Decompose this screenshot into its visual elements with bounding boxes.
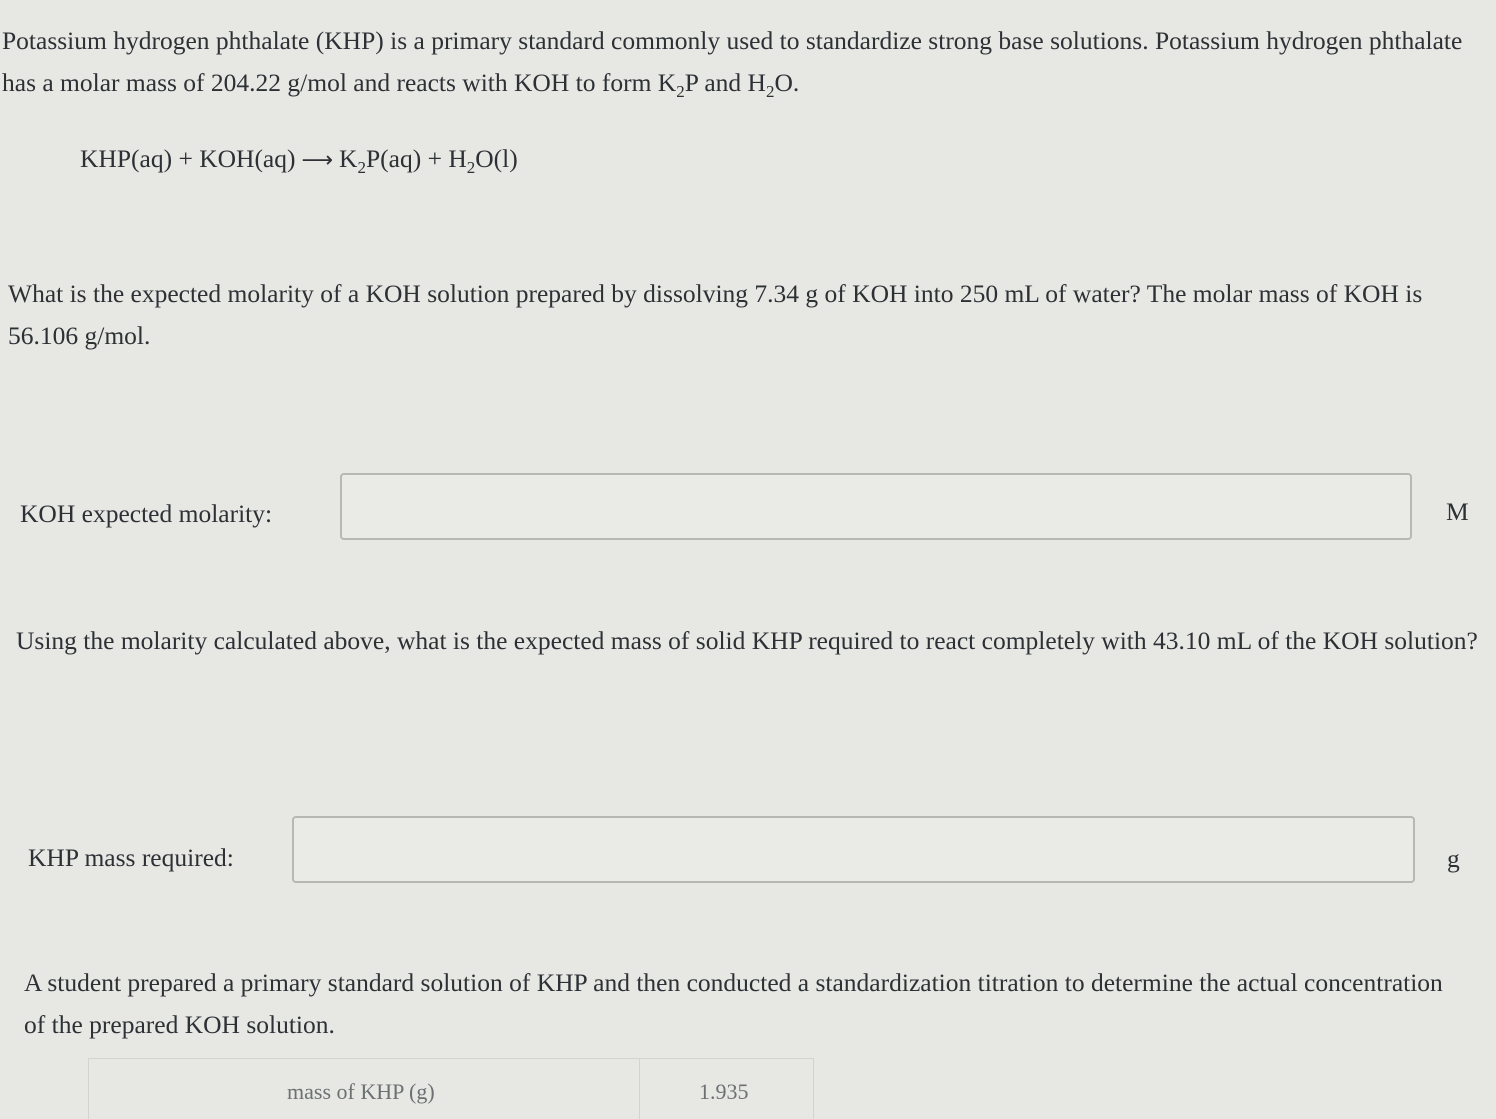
reaction-equation: KHP(aq) + KOH(aq) ⟶ $K_2P(aq) + H_2O(l)$ [80,138,518,182]
reaction-arrow-icon: ⟶ [301,148,334,173]
molarity-input[interactable] [340,473,1412,540]
question-molarity: What is the expected molarity of a KOH solution prepared by dissolving 7.34 g of KOH into 250 mL of water? The molar mass of KOH is 56.106 g/mol. [8,279,1423,350]
table-cell-label: mass of KHP (g) [287,1079,435,1104]
titration-data-table [88,1058,814,1119]
khp-mass-label: KHP mass required: [28,843,234,872]
equation-reactants: KHP(aq) + KOH(aq) [80,144,296,173]
table-column-divider [639,1059,640,1119]
table-cell-value: 1.935 [699,1079,749,1104]
khp-mass-input[interactable] [292,816,1415,883]
khp-mass-unit: g [1447,844,1460,873]
intro-paragraph: Potassium hydrogen phthalate (KHP) is a primary standard commonly used to standardize strong base solutions. Potassium hydrogen phthalate has a molar mass of 204.22 g/mol and reacts with KOH to form $K_2P$ and $H_2O$. [2,26,1463,101]
molarity-unit: M [1446,497,1469,526]
student-description: A student prepared a primary standard solution of KHP and then conducted a standardization titration to determine the actual concentration of the prepared KOH solution. [24,968,1443,1039]
question-khp-mass: Using the molarity calculated above, what is the expected mass of solid KHP required to react completely with 43.10 mL of the KOH solution? [16,626,1478,655]
molarity-label: KOH expected molarity: [20,499,273,528]
